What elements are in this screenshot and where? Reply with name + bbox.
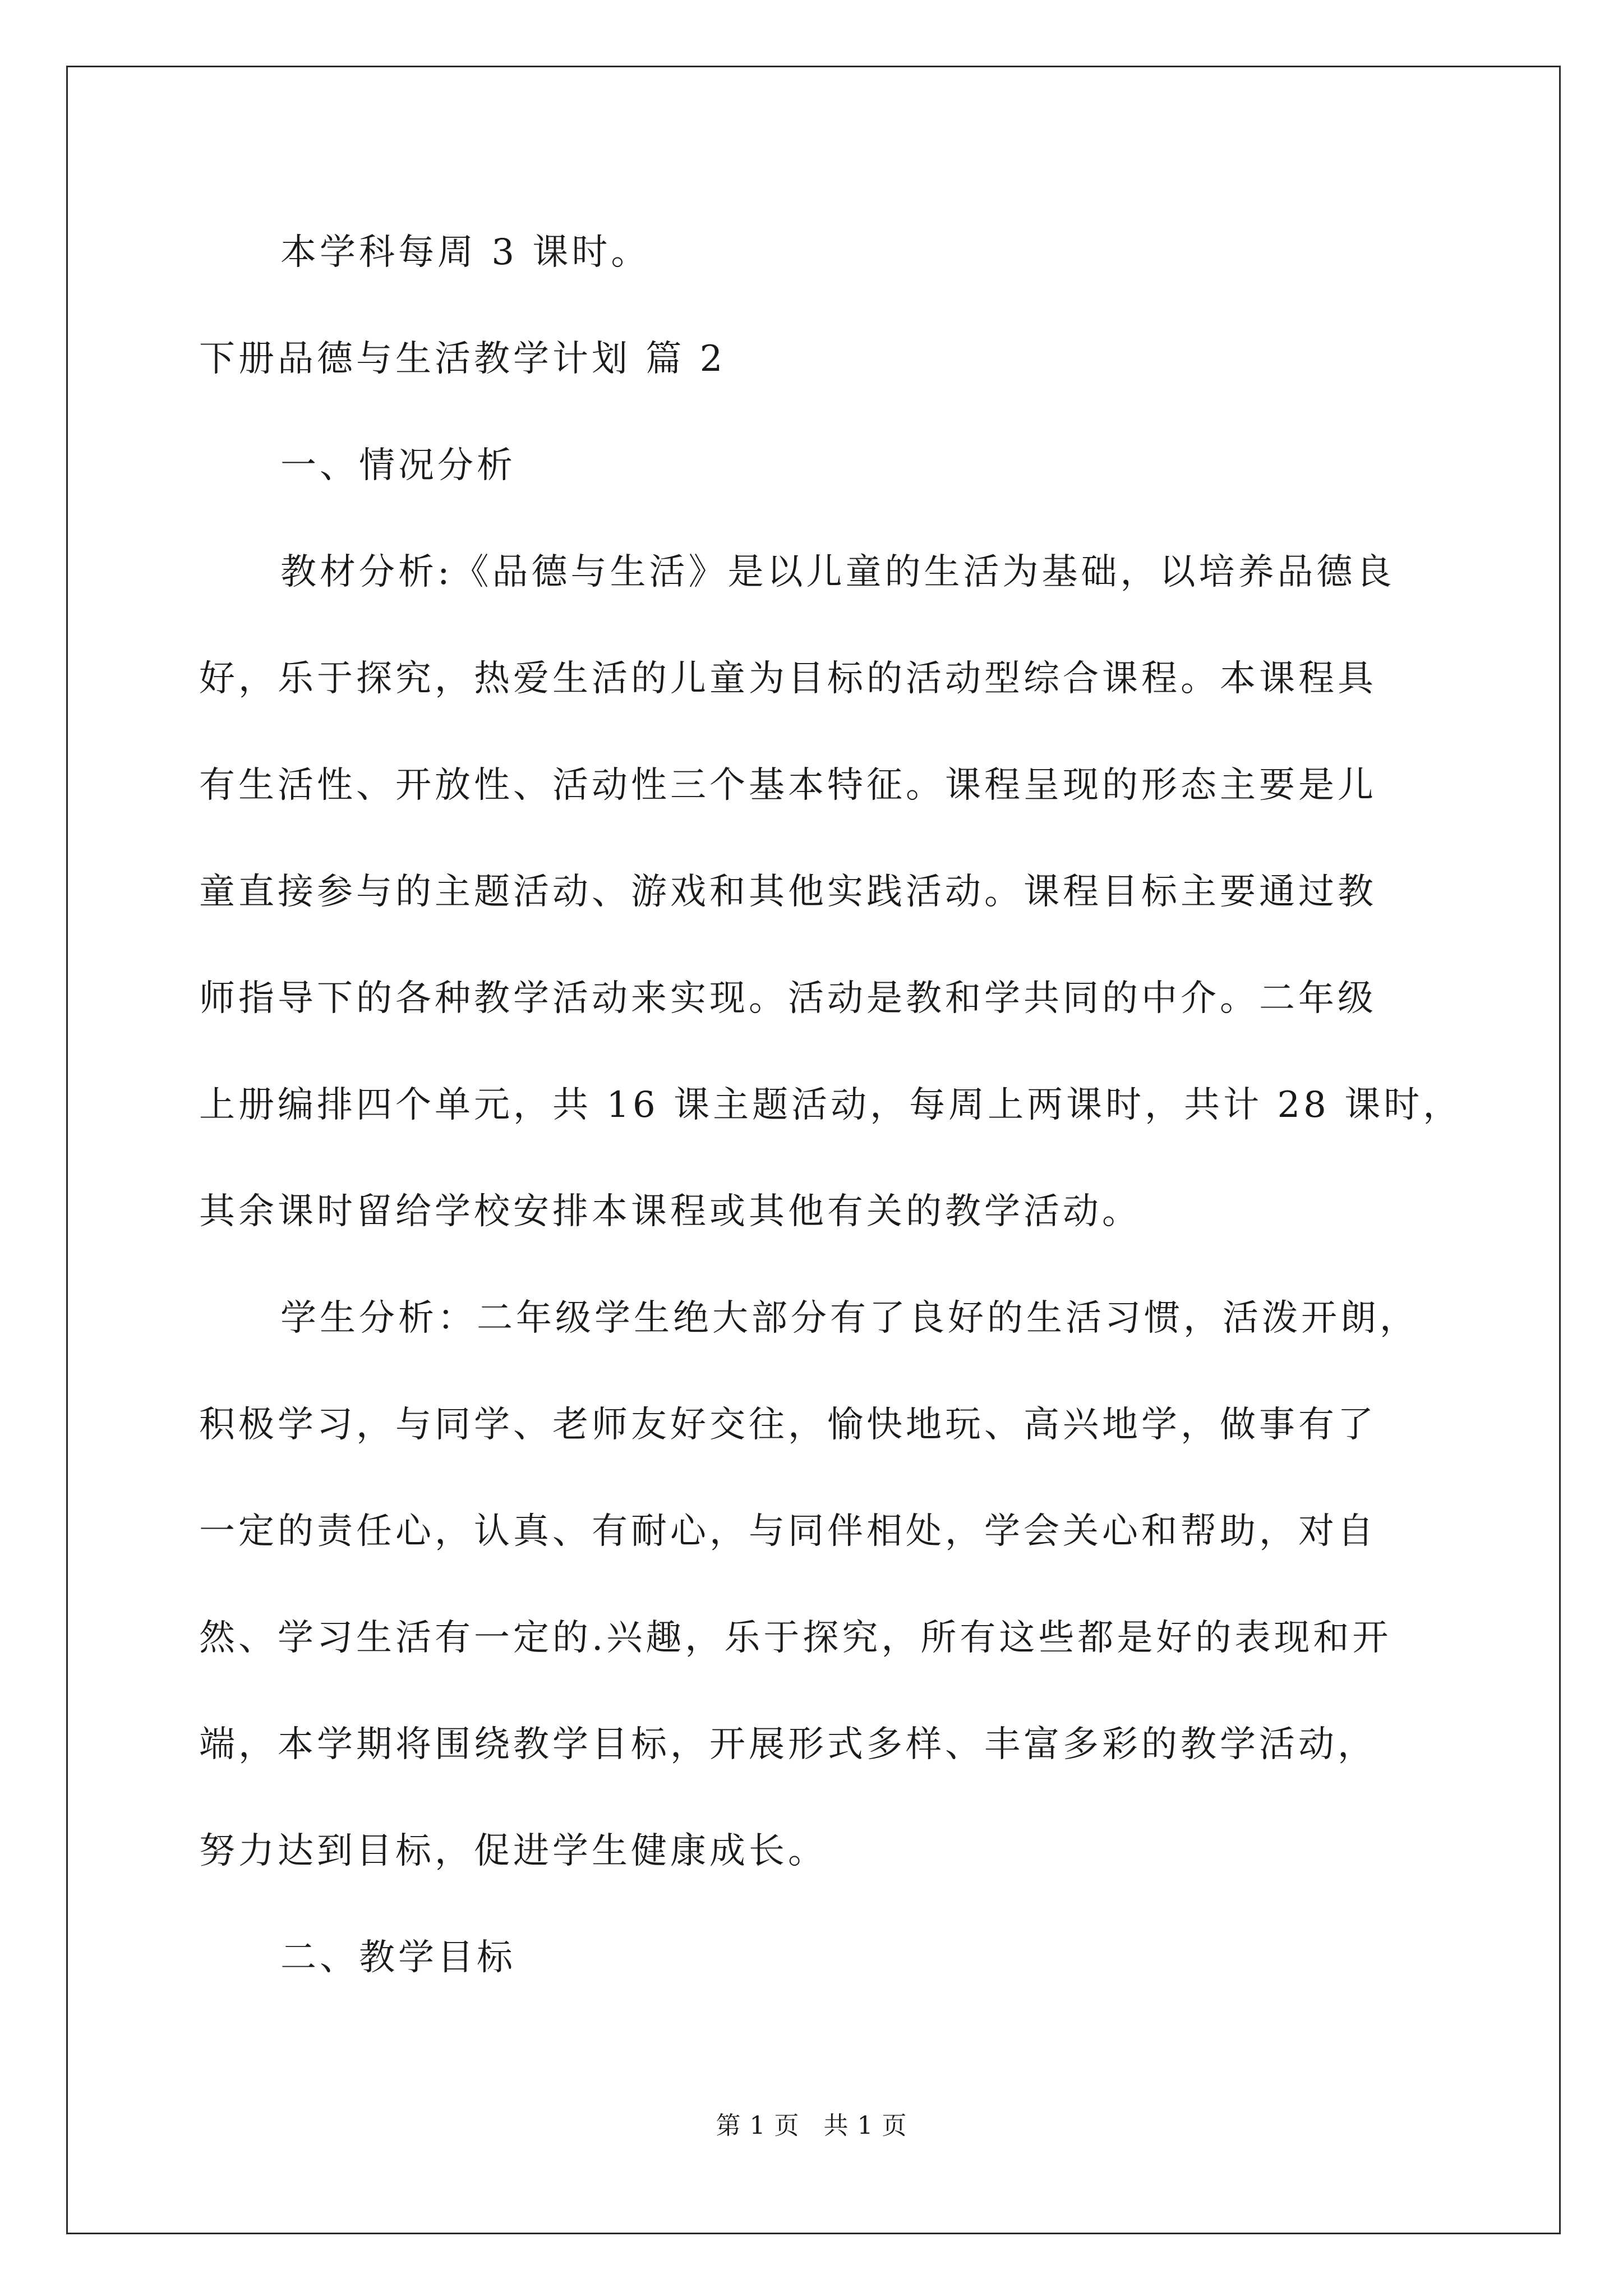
page-footer [0, 2110, 1623, 2142]
text-line: 积极学习，与同学、老师友好交往，愉快地玩、高兴地学，做事有了 [199, 1404, 1377, 1446]
text-line: 上册编排四个单元，共 16 课主题活动，每周上两课时，共计 28 课时， [199, 1084, 1463, 1126]
text-line: 努力达到目标，促进学生健康成长。 [199, 1830, 827, 1872]
page-total: 共 1 页 [823, 2111, 907, 2140]
page-border [66, 66, 1561, 2234]
page-number: 第 1 页 [716, 2111, 800, 2140]
section-title: 下册品德与生活教学计划 篇 2 [199, 338, 726, 380]
heading-teaching-goals: 二、教学目标 [280, 1937, 516, 1978]
heading-situation-analysis: 一、情况分析 [280, 445, 516, 486]
text-line: 端，本学期将围绕教学目标，开展形式多样、丰富多彩的教学活动， [199, 1724, 1377, 1765]
text-line: 学生分析：二年级学生绝大部分有了良好的生活习惯，活泼开朗， [280, 1297, 1419, 1339]
text-line: 然、学习生活有一定的.兴趣，乐于探究，所有这些都是好的表现和开 [199, 1617, 1392, 1659]
text-line: 童直接参与的主题活动、游戏和其他实践活动。课程目标主要通过教 [199, 871, 1377, 913]
text-line: 有生活性、开放性、活动性三个基本特征。课程呈现的形态主要是儿 [199, 765, 1377, 806]
text-line: 好，乐于探究，热爱生活的儿童为目标的活动型综合课程。本课程具 [199, 658, 1377, 700]
text-line: 师指导下的各种教学活动来实现。活动是教和学共同的中介。二年级 [199, 978, 1377, 1019]
text-line: 本学科每周 3 课时。 [280, 232, 651, 273]
text-line: 其余课时留给学校安排本课程或其他有关的教学活动。 [199, 1191, 1141, 1232]
text-line: 一定的责任心，认真、有耐心，与同伴相处，学会关心和帮助，对自 [199, 1511, 1377, 1552]
text-line: 教材分析:《品德与生活》是以儿童的生活为基础，以培养品德良 [280, 551, 1395, 593]
